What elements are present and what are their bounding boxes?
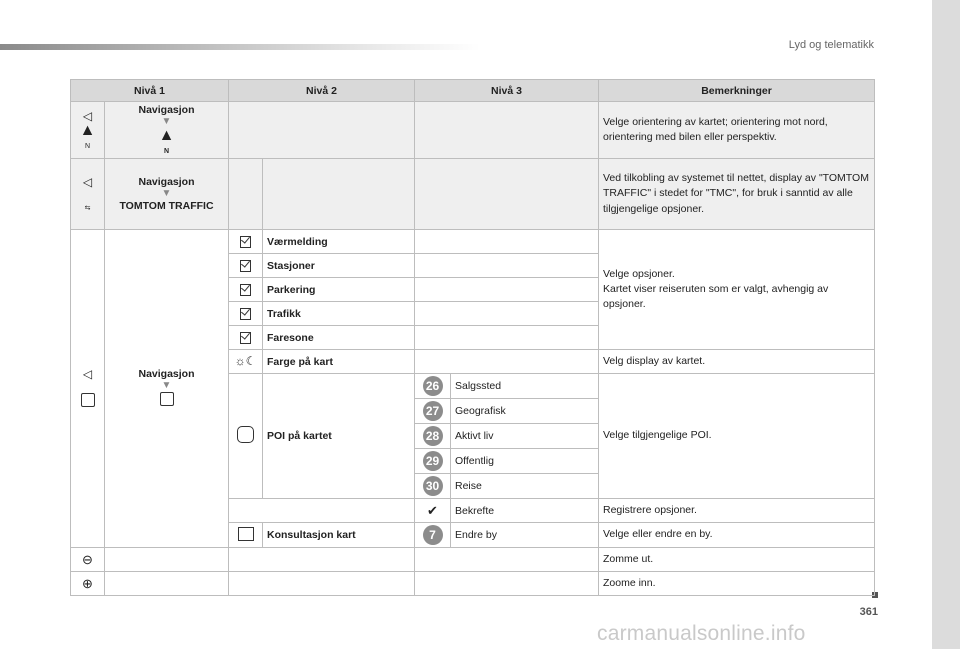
checkbox-icon — [240, 332, 251, 344]
remark-cell: Velge eller endre en by. — [599, 523, 875, 548]
option-label: Trafikk — [263, 302, 415, 326]
confirm-label: Bekrefte — [451, 499, 599, 523]
page-section-title: Lyd og telematikk — [788, 39, 874, 51]
consult-label: Konsultasjon kart — [263, 523, 415, 548]
step-badge: 7 — [423, 525, 443, 545]
remark-line: Kartet viser reiseruten som er valgt, avhengig av opsjoner. — [603, 282, 829, 311]
nav-arrow-icon: ◁ — [82, 366, 93, 381]
zoom-out-icon: ⊖ — [82, 551, 93, 567]
consult-level3: Endre by — [451, 523, 599, 548]
table-header-row — [71, 80, 875, 102]
table-row — [71, 572, 875, 596]
poi-item-label: Reise — [451, 474, 599, 499]
poi-item-label: Aktivt liv — [451, 424, 599, 449]
header-level2: Nivå 2 — [229, 80, 415, 102]
header-level1: Nivå 1 — [71, 80, 229, 102]
remark-cell — [599, 230, 875, 350]
arrow-down-icon: ▼ — [161, 188, 172, 199]
poi-label: POI på kartet — [263, 374, 415, 499]
remark-cell: Registrere opsjoner. — [599, 499, 875, 523]
watermark-text: carmanualsonline.info — [597, 622, 806, 645]
poi-item-label: Salgssted — [451, 374, 599, 399]
north-arrow-icon: ▲ — [158, 127, 175, 144]
remark-cell: Ved tilkobling av systemet til nettet, display av "TOMTOM TRAFFIC" i stedet for "TMC", for bruk i sanntid av alle tilgjengelige opsjoner. — [599, 159, 875, 230]
checkbox-icon — [240, 308, 251, 320]
checkbox-icon — [240, 284, 251, 296]
arrow-down-icon: ▼ — [161, 380, 172, 391]
option-label: Faresone — [263, 326, 415, 350]
remark-cell: Velge tilgjengelige POI. — [599, 374, 875, 499]
remark-cell: Velg display av kartet. — [599, 350, 875, 374]
map-color-label: Farge på kart — [263, 350, 415, 374]
checkbox-icon — [240, 236, 251, 248]
poi-item-label: Geografisk — [451, 399, 599, 424]
nav-label: Navigasjon — [138, 104, 195, 116]
tomtom-icon: ⇆ — [84, 204, 91, 212]
table-row — [71, 102, 875, 159]
side-strip — [932, 0, 960, 649]
arrow-down-icon: ▼ — [161, 116, 172, 127]
table-row — [71, 159, 875, 230]
nav-arrow-icon: ◁ — [82, 174, 93, 189]
map-settings-icon — [160, 392, 174, 406]
day-night-icon: ☼☾ — [234, 354, 257, 368]
table-row — [71, 548, 875, 572]
nav-label: Navigasjon — [138, 176, 195, 188]
header-level3: Nivå 3 — [415, 80, 599, 102]
header-gradient-bar — [0, 44, 480, 50]
map-settings-icon — [81, 393, 95, 407]
step-badge: 28 — [423, 426, 443, 446]
table-row — [71, 230, 875, 254]
remark-line: Velge opsjoner. — [603, 267, 675, 280]
step-badge: 26 — [423, 376, 443, 396]
nav-arrow-icon: ◁ — [82, 108, 93, 123]
checkmark-icon: ✔ — [427, 502, 438, 518]
checkbox-icon — [240, 260, 251, 272]
north-arrow-icon: ▲ — [79, 121, 96, 139]
remark-cell: Zomme ut. — [599, 548, 875, 572]
map-icon — [238, 527, 254, 541]
remark-cell: Velge orientering av kartet; orientering mot nord, orientering med bilen eller perspektiv. — [599, 102, 875, 159]
page-number: 361 — [859, 606, 878, 618]
step-badge: 27 — [423, 401, 443, 421]
remark-cell: Zoome inn. — [599, 572, 875, 596]
option-label: Stasjoner — [263, 254, 415, 278]
poi-item-label: Offentlig — [451, 449, 599, 474]
menu-table — [70, 79, 875, 596]
option-label: Parkering — [263, 278, 415, 302]
tomtom-label: TOMTOM TRAFFIC — [119, 200, 214, 212]
zoom-in-icon: ⊕ — [82, 575, 93, 591]
option-label: Værmelding — [263, 230, 415, 254]
step-badge: 29 — [423, 451, 443, 471]
north-label: N — [163, 148, 170, 155]
nav-label: Navigasjon — [138, 368, 195, 380]
header-remarks: Bemerkninger — [599, 80, 875, 102]
poi-icon — [237, 426, 254, 443]
step-badge: 30 — [423, 476, 443, 496]
north-label: N — [84, 142, 91, 150]
